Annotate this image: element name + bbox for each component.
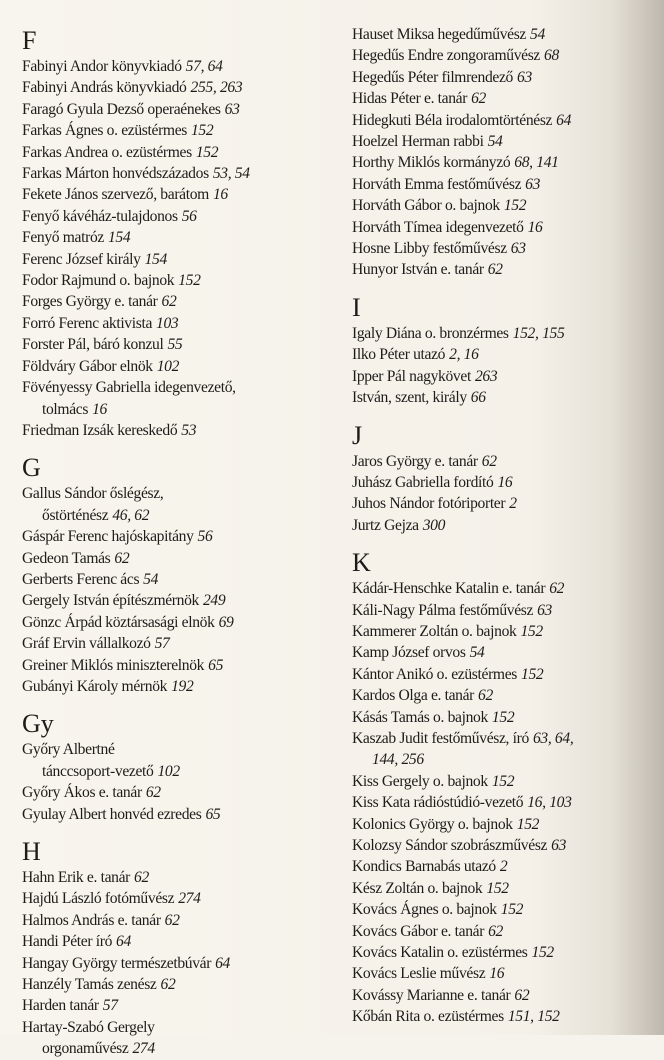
entry-name: István, szent, király	[352, 389, 467, 407]
entry-pages: 62	[160, 976, 176, 994]
index-entry	[352, 131, 652, 152]
entry-name: Farkas Márton honvédszázados	[22, 165, 209, 183]
entry-pages: 46, 62	[112, 506, 150, 524]
entry-pages: 62	[488, 922, 503, 940]
entry-pages: 56	[197, 528, 213, 546]
right-column	[352, 24, 652, 1028]
entry-pages: 152	[520, 622, 543, 640]
index-entry	[352, 515, 652, 536]
index-entry	[352, 493, 652, 514]
entry-pages: 57, 64	[185, 58, 223, 75]
entry-pages: 63	[510, 240, 526, 258]
index-entry	[22, 77, 337, 98]
entry-pages: 16	[489, 965, 505, 983]
entry-pages: 2	[499, 858, 508, 876]
index-entry	[352, 259, 652, 280]
entry-pages: 62	[161, 293, 177, 311]
entry-pages: 249	[202, 592, 226, 610]
entry-name: Fabinyi András könyvkiadó	[22, 79, 187, 97]
entry-name: Hahn Erik e. tanár	[22, 869, 131, 886]
entry-pages: 53	[181, 421, 197, 439]
entry-pages: 255, 263	[190, 79, 243, 97]
index-entry	[352, 792, 652, 813]
entry-name: Gráf Ervin vállalkozó	[22, 635, 151, 653]
index-section	[22, 24, 337, 441]
entry-continuation-text: tánccsoport-vezető	[42, 762, 154, 780]
entry-pages: 152	[521, 665, 544, 683]
index-entry	[22, 569, 337, 590]
entry-name: Hangay György természetbúvár	[22, 954, 212, 972]
entry-name: Fodor Rajmund o. bajnok	[22, 272, 175, 290]
index-entry	[352, 921, 652, 942]
entry-pages: 57	[154, 635, 170, 653]
index-entry	[352, 685, 652, 706]
entry-name: Juhász Gabriella fordító	[352, 473, 494, 491]
entry-pages: 152	[486, 879, 509, 897]
entry-pages: 69	[218, 613, 234, 631]
entry-name: Hajdú László fotóművész	[22, 890, 175, 908]
index-entry	[22, 356, 337, 377]
index-entry	[22, 120, 337, 141]
entry-name: Hunyor István e. tanár	[352, 261, 484, 279]
entry-pages: 274	[132, 1040, 155, 1058]
entry-name: Kolonics György o. bajnok	[352, 815, 513, 833]
entry-pages: 63, 64,	[532, 729, 574, 747]
entry-name: Farkas Ágnes o. ezüstérmes	[22, 122, 187, 140]
entry-continuation	[22, 505, 337, 526]
entry-pages: 62	[145, 784, 161, 802]
entry-name: Kiss Kata rádióstúdió-vezető	[352, 794, 524, 812]
entry-name: Kardos Olga e. tanár	[352, 687, 475, 705]
entry-name: Handi Péter író	[22, 933, 113, 951]
entry-pages: 64	[215, 954, 231, 972]
index-section	[352, 24, 652, 281]
entry-name: Fövényessy Gabriella idegenvezető,	[22, 379, 236, 397]
entry-pages: 154	[107, 229, 131, 247]
entry-pages: 152	[195, 143, 219, 161]
entry-name: Kádár-Henschke Katalin e. tanár	[352, 580, 546, 598]
entry-name: Juhos Nándor fotóriporter	[352, 495, 506, 513]
entry-pages: 53, 54	[212, 165, 250, 183]
section-letter: J	[352, 420, 363, 450]
entry-name: Káli-Nagy Pálma festőművész	[352, 601, 534, 619]
entry-pages: 62	[471, 90, 487, 108]
index-entry	[22, 227, 337, 248]
index-entry	[352, 899, 652, 920]
entry-pages: 54	[143, 570, 159, 588]
entry-name: Hidegkuti Béla irodalomtörténész	[352, 111, 553, 129]
entry-pages: 151, 152	[507, 1008, 560, 1026]
index-entry	[352, 323, 652, 344]
section-letter: G	[22, 453, 41, 483]
index-entry	[22, 377, 337, 420]
index-entry	[22, 676, 337, 697]
index-entry	[352, 985, 652, 1006]
index-entry	[22, 739, 337, 782]
entry-pages: 54	[469, 644, 485, 662]
index-entry	[22, 291, 337, 312]
entry-pages: 56	[181, 207, 197, 225]
entry-name: Gedeon Tamás	[22, 549, 111, 567]
entry-name: Horváth Tímea idegenvezető	[352, 218, 524, 236]
entry-pages: 103	[156, 314, 179, 332]
entry-pages: 62	[164, 911, 180, 929]
entry-name: Hegedűs Péter filmrendező	[352, 68, 513, 86]
entry-pages: 54	[487, 133, 503, 151]
entry-pages: 68, 141	[514, 154, 559, 172]
index-section	[22, 707, 337, 825]
index-entry	[22, 56, 337, 77]
index-entry	[22, 483, 337, 526]
entry-name: Hauset Miksa hegedűművész	[352, 26, 526, 43]
index-entry	[22, 548, 337, 569]
index-entry	[352, 942, 652, 963]
entry-pages: 64	[116, 933, 131, 951]
entry-pages: 152	[178, 272, 201, 290]
entry-pages: 2	[509, 495, 517, 513]
entry-name: Kovács Gábor e. tanár	[352, 922, 485, 940]
entry-name: Ilko Péter utazó	[352, 346, 446, 364]
entry-name: Hegedűs Endre zongoraművész	[352, 47, 541, 65]
section-letter: K	[352, 548, 371, 578]
index-section	[352, 546, 652, 1028]
entry-name: Hosne Libby festőművész	[352, 240, 507, 258]
index-entry	[22, 953, 337, 974]
index-entry	[22, 995, 337, 1016]
index-entry	[352, 642, 652, 663]
index-entry	[22, 612, 337, 633]
entry-name: Kammerer Zoltán o. bajnok	[352, 622, 517, 640]
entry-name: Kaszab Judit festőművész, író	[352, 729, 529, 747]
entry-name: Jaros György e. tanár	[352, 452, 478, 470]
index-entry	[22, 1017, 337, 1060]
entry-name: Ipper Pál nagykövet	[352, 367, 471, 385]
entry-name: Jurtz Gejza	[352, 516, 419, 534]
entry-name: Gallus Sándor őslégész,	[22, 485, 164, 503]
entry-name: Hartay-Szabó Gergely	[22, 1018, 155, 1036]
entry-name: Ferenc József király	[22, 250, 141, 268]
entry-pages: 16	[212, 186, 228, 204]
entry-pages: 62	[478, 687, 493, 705]
entry-pages: 2, 16	[449, 346, 479, 364]
index-section	[352, 291, 652, 409]
entry-pages: 16, 103	[527, 794, 572, 812]
entry-continuation-text: tolmács	[42, 400, 89, 418]
index-entry	[22, 974, 337, 995]
entry-pages: 63	[517, 68, 532, 86]
entry-pages: 62	[114, 549, 130, 567]
entry-pages: 274	[178, 890, 201, 908]
entry-continuation	[22, 399, 337, 420]
entry-name: Gerberts Ferenc ács	[22, 570, 140, 588]
entry-pages: 152	[516, 815, 540, 833]
index-entry	[352, 856, 652, 877]
index-entry	[352, 771, 652, 792]
index-section	[22, 451, 337, 697]
index-entry	[352, 238, 652, 259]
entry-continuation-text: őstörténész	[42, 506, 109, 524]
entry-pages: 66	[470, 389, 486, 407]
index-entry	[22, 249, 337, 270]
index-entry	[352, 878, 652, 899]
entry-name: Gönzc Árpád köztársasági elnök	[22, 613, 215, 631]
index-entry	[22, 804, 337, 825]
entry-name: Gergely István építészmérnök	[22, 592, 199, 610]
index-entry	[352, 88, 652, 109]
entry-name: Kovássy Marianne e. tanár	[352, 986, 511, 1004]
entry-pages: 57	[102, 997, 118, 1015]
entry-pages: 300	[422, 516, 446, 534]
entry-pages: 64	[556, 111, 572, 129]
index-entry	[22, 184, 337, 205]
entry-pages: 62	[134, 869, 149, 886]
entry-pages: 152	[531, 944, 554, 962]
index-entry	[352, 621, 652, 642]
entry-name: Forster Pál, báró konzul	[22, 336, 164, 354]
entry-name: Kondics Barnabás utazó	[352, 858, 496, 876]
index-entry	[352, 600, 652, 621]
index-entry	[352, 707, 652, 728]
entry-name: Fenyő matróz	[22, 229, 104, 247]
entry-name: Horváth Emma festőművész	[352, 175, 522, 193]
entry-pages: 63	[551, 837, 567, 854]
index-entry	[22, 526, 337, 547]
index-entry	[352, 387, 652, 408]
entry-name: Friedman Izsák kereskedő	[22, 421, 178, 439]
index-entry	[352, 217, 652, 238]
index-entry	[352, 835, 652, 856]
index-entry	[352, 67, 652, 88]
entry-name: Harden tanár	[22, 997, 99, 1015]
entry-name: Halmos András e. tanár	[22, 911, 161, 929]
entry-continuation	[22, 761, 337, 782]
entry-name: Fekete János szervező, barátom	[22, 186, 209, 204]
index-entry	[22, 270, 337, 291]
entry-pages: 152	[491, 772, 515, 790]
entry-name: Kántor Anikó o. ezüstérmes	[352, 665, 517, 683]
index-entry	[352, 195, 652, 216]
entry-pages: 62	[487, 261, 503, 279]
entry-name: Kovács Leslie művész	[352, 965, 486, 983]
index-entry	[352, 366, 652, 387]
index-entry	[22, 867, 337, 888]
entry-pages: 152, 155	[512, 324, 565, 342]
entry-pages: 55	[167, 336, 183, 354]
entry-pages: 62	[549, 580, 565, 598]
section-letter: H	[22, 837, 41, 866]
index-section	[352, 419, 652, 537]
index-entry	[22, 206, 337, 227]
entry-name: Kolozsy Sándor szobrászművész	[352, 837, 548, 854]
entry-pages: 102	[156, 357, 180, 375]
index-entry	[352, 814, 652, 835]
section-letter: F	[22, 26, 37, 55]
entry-name: Forró Ferenc aktivista	[22, 314, 153, 332]
entry-name: Farkas Andrea o. ezüstérmes	[22, 143, 192, 161]
index-entry	[352, 451, 652, 472]
entry-name: Hoelzel Herman rabbi	[352, 133, 484, 151]
entry-name: Kész Zoltán o. bajnok	[352, 879, 483, 897]
entry-pages: 54	[530, 26, 545, 43]
index-section	[22, 835, 337, 1060]
index-entry	[22, 420, 337, 441]
entry-name: Kásás Tamás o. bajnok	[352, 708, 488, 726]
entry-name: Földváry Gábor elnök	[22, 357, 153, 375]
index-entry	[22, 163, 337, 184]
entry-pages: 62	[514, 986, 530, 1004]
index-entry	[22, 910, 337, 931]
entry-pages: 152	[190, 122, 214, 140]
entry-name: Kőbán Rita o. ezüstérmes	[352, 1008, 504, 1026]
index-entry	[352, 664, 652, 685]
index-entry	[352, 1006, 652, 1027]
entry-pages: 152	[491, 708, 515, 726]
index-entry	[22, 888, 337, 909]
entry-pages: 102	[157, 762, 180, 780]
entry-pages: 63	[525, 175, 541, 193]
left-column	[22, 24, 337, 1060]
entry-continuation	[352, 749, 652, 770]
index-entry	[352, 45, 652, 66]
index-entry	[352, 472, 652, 493]
index-entry	[352, 174, 652, 195]
index-entry	[22, 590, 337, 611]
entry-name: Igaly Diána o. bronzérmes	[352, 324, 509, 342]
section-letter: Gy	[22, 709, 54, 739]
entry-pages: 63	[224, 100, 240, 118]
entry-name: Gubányi Károly mérnök	[22, 677, 168, 695]
index-entry	[22, 655, 337, 676]
index-entry	[22, 633, 337, 654]
entry-name: Horváth Gábor o. bajnok	[352, 197, 500, 215]
entry-pages: 62	[481, 452, 497, 470]
index-entry	[352, 344, 652, 365]
index-entry	[22, 142, 337, 163]
entry-name: Kamp József orvos	[352, 644, 466, 662]
entry-pages: 65	[205, 805, 221, 823]
entry-pages: 16	[497, 473, 513, 491]
entry-pages: 152	[503, 197, 527, 215]
index-entry	[352, 24, 652, 45]
entry-name: Kovács Ágnes o. bajnok	[352, 901, 497, 919]
index-entry	[22, 334, 337, 355]
index-entry	[352, 152, 652, 173]
entry-pages: 152	[500, 901, 524, 919]
index-entry	[352, 110, 652, 131]
entry-continuation-text: orgonaművész	[42, 1040, 129, 1058]
entry-pages-continued: 144, 256	[372, 751, 424, 769]
entry-name: Greiner Miklós miniszterelnök	[22, 656, 205, 674]
entry-pages: 16	[92, 400, 107, 418]
entry-name: Horthy Miklós kormányzó	[352, 154, 511, 172]
entry-name: Faragó Gyula Dezső operaénekes	[22, 100, 221, 118]
entry-name: Fenyő kávéház-tulajdonos	[22, 207, 178, 225]
index-entry	[22, 782, 337, 803]
entry-continuation	[22, 1038, 337, 1059]
entry-name: Gyulay Albert honvéd ezredes	[22, 805, 202, 823]
entry-name: Győry Albertné	[22, 741, 115, 759]
entry-name: Győry Ákos e. tanár	[22, 784, 142, 802]
index-entry	[22, 99, 337, 120]
index-entry	[22, 313, 337, 334]
entry-pages: 65	[208, 656, 224, 674]
entry-name: Hidas Péter e. tanár	[352, 90, 468, 108]
entry-name: Forges György e. tanár	[22, 293, 158, 311]
entry-name: Fabinyi Andor könyvkiadó	[22, 58, 182, 75]
entry-pages: 63	[537, 601, 552, 619]
entry-name: Hanzély Tamás zenész	[22, 976, 157, 994]
entry-pages: 263	[474, 367, 498, 385]
index-entry	[352, 963, 652, 984]
index-entry	[22, 931, 337, 952]
entry-pages: 68	[544, 47, 559, 65]
index-entry	[352, 578, 652, 599]
entry-pages: 154	[144, 250, 167, 268]
entry-name: Kiss Gergely o. bajnok	[352, 772, 488, 790]
entry-pages: 16	[527, 218, 543, 236]
entry-name: Kovács Katalin o. ezüstérmes	[352, 944, 528, 962]
section-letter: I	[352, 292, 361, 322]
entry-pages: 192	[171, 677, 194, 695]
index-entry	[352, 728, 652, 771]
entry-name: Gáspár Ferenc hajóskapitány	[22, 528, 194, 546]
